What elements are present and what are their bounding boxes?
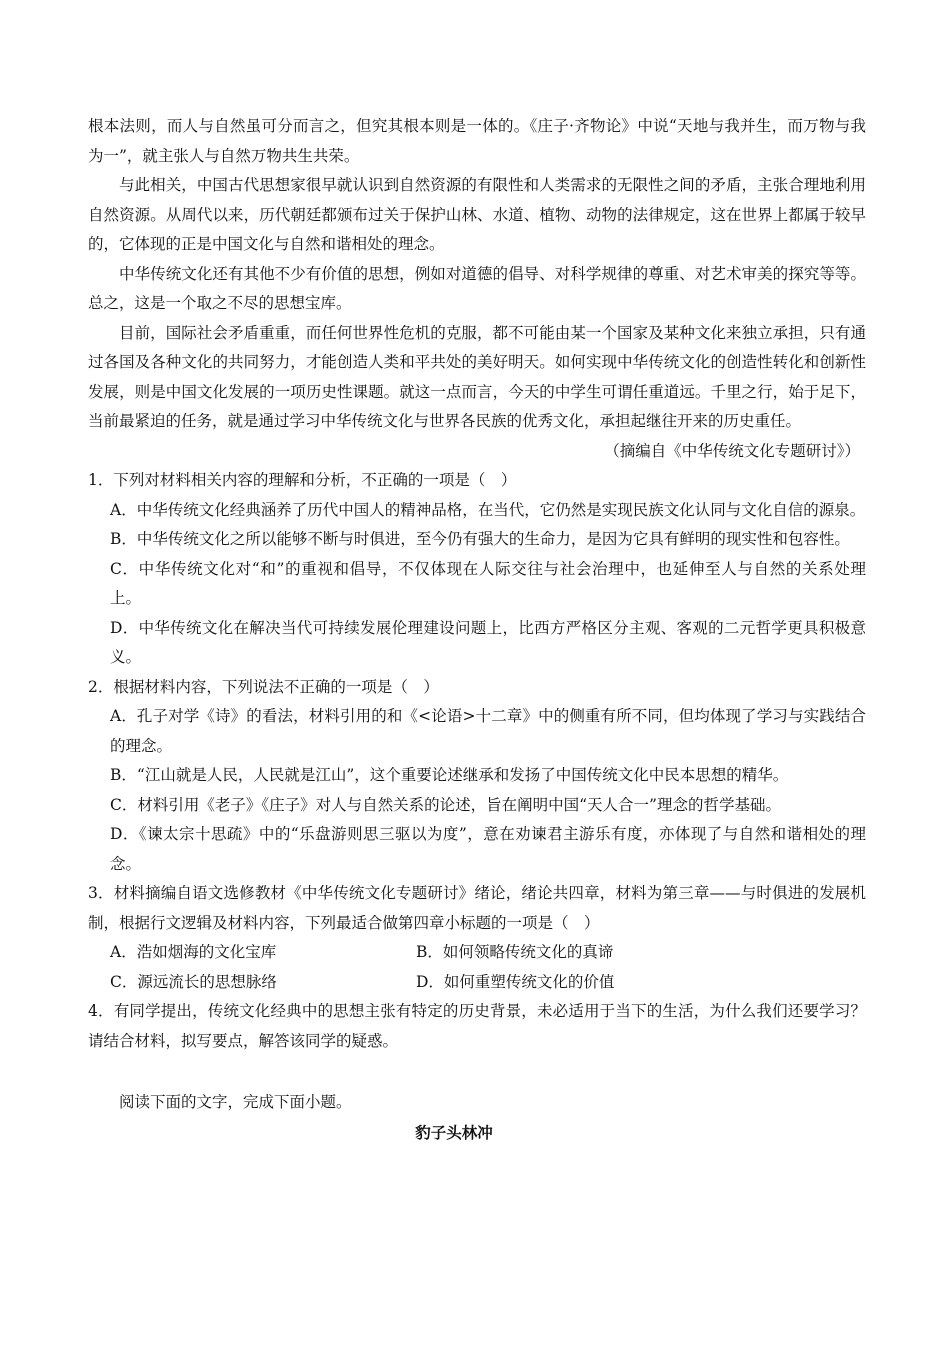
option-a: A．浩如烟海的文化宝库 (110, 943, 277, 961)
option-b: B．“江山就是人民，人民就是江山”，这个重要论述继承和发扬了中国传统文化中民本思想的精华。 (110, 766, 789, 784)
question-stem: 2．根据材料内容，下列说法不正确的一项是（ ） (88, 677, 439, 696)
option-d: D．如何重塑传统文化的价值 (416, 972, 615, 991)
question-1 (88, 466, 866, 673)
option-a: A．孔子对学《诗》的看法，材料引用的和《<论语>十二章》中的侧重有所不同，但均体现了学习与实践结合的理念。 (110, 707, 866, 755)
option-b: B．中华传统文化之所以能够不断与时俱进，至今仍有强大的生命力，是因为它具有鲜明的现实性和包容性。 (110, 530, 850, 548)
passage-paragraph: 目前，国际社会矛盾重重，而任何世界性危机的克服，都不可能由某一个国家及某种文化来独立承担，只有通过各国及各种文化的共同努力，才能创造人类和平共处的美好明天。如何实现中华传统文化的创造性转化和创新性发展，则是中国文化发展的一项历史性课题。就这一点而言，今天的中学生可谓任重道远。千里之行，始于足下，当前最紧迫的任务，就是通过学习中华传统文化与世界各民族的优秀文化，承担起继往开来的历史重任。 (88, 323, 866, 430)
option-c: C．源远流长的思想脉络 (110, 972, 277, 991)
option-d: D．中华传统文化在解决当代可持续发展伦理建设问题上，比西方严格区分主观、客观的二元哲学更具积极意义。 (110, 618, 866, 666)
option-row (110, 938, 866, 968)
question-stem: 3．材料摘编自语文选修教材《中华传统文化专题研讨》绪论，绪论共四章，材料为第三章——与时俱进的发展机制，根据行文逻辑及材料内容，下列最适合做第四章小标题的一项是（ ） (88, 884, 866, 932)
option-b: B．如何领略传统文化的真谛 (416, 943, 614, 961)
document-page (88, 112, 866, 1147)
reading-instruction: 阅读下面的文字，完成下面小题。 (119, 1093, 352, 1111)
option-c: C．材料引用《老子》《庄子》对人与自然关系的论述，旨在阐明中国“天人合一”理念的哲学基础。 (110, 795, 781, 814)
passage-paragraph: 根本法则，而人与自然虽可分而言之，但究其根本则是一体的。《庄子·齐物论》中说“天地与我并生，而万物与我为一”，就主张人与自然万物共生共荣。 (88, 117, 866, 165)
question-stem: 4．有同学提出，传统文化经典中的思想主张有特定的历史背景，未必适用于当下的生活，为什么我们还要学习？请结合材料，拟写要点，解答该同学的疑惑。 (88, 1002, 866, 1050)
option-d: D．《谏太宗十思疏》中的“乐盘游则思三驱以为度”，意在劝谏君主游乐有度，亦体现了与自然和谐相处的理念。 (110, 825, 866, 873)
passage (88, 112, 866, 437)
option-row (110, 968, 866, 998)
question-3 (88, 879, 866, 997)
source-citation: （摘编自《中华传统文化专题研讨》） (604, 441, 860, 460)
question-stem: 1．下列对材料相关内容的理解和分析，不正确的一项是（ ） (88, 471, 517, 489)
question-2 (88, 673, 866, 880)
option-a: A．中华传统文化经典涵养了历代中国人的精神品格，在当代，它仍然是实现民族文化认同与文化自信的源泉。 (110, 500, 866, 519)
option-c: C．中华传统文化对“和”的重视和倡导，不仅体现在人际交往与社会治理中，也延伸至人与自然的关系处理上。 (110, 559, 866, 607)
question-4 (88, 997, 866, 1056)
passage-paragraph: 中华传统文化还有其他不少有价值的思想，例如对道德的倡导、对科学规律的尊重、对艺术审美的探究等等。总之，这是一个取之不尽的思想宝库。 (88, 264, 866, 312)
section-title: 豹子头林冲 (415, 1122, 493, 1142)
passage-paragraph: 与此相关，中国古代思想家很早就认识到自然资源的有限性和人类需求的无限性之间的矛盾，主张合理地利用自然资源。从周代以来，历代朝廷都颁布过关于保护山林、水道、植物、动物的法律规定，这在世界上都属于较早的，它体现的正是中国文化与自然和谐相处的理念。 (88, 176, 866, 253)
spacer (88, 1056, 866, 1088)
